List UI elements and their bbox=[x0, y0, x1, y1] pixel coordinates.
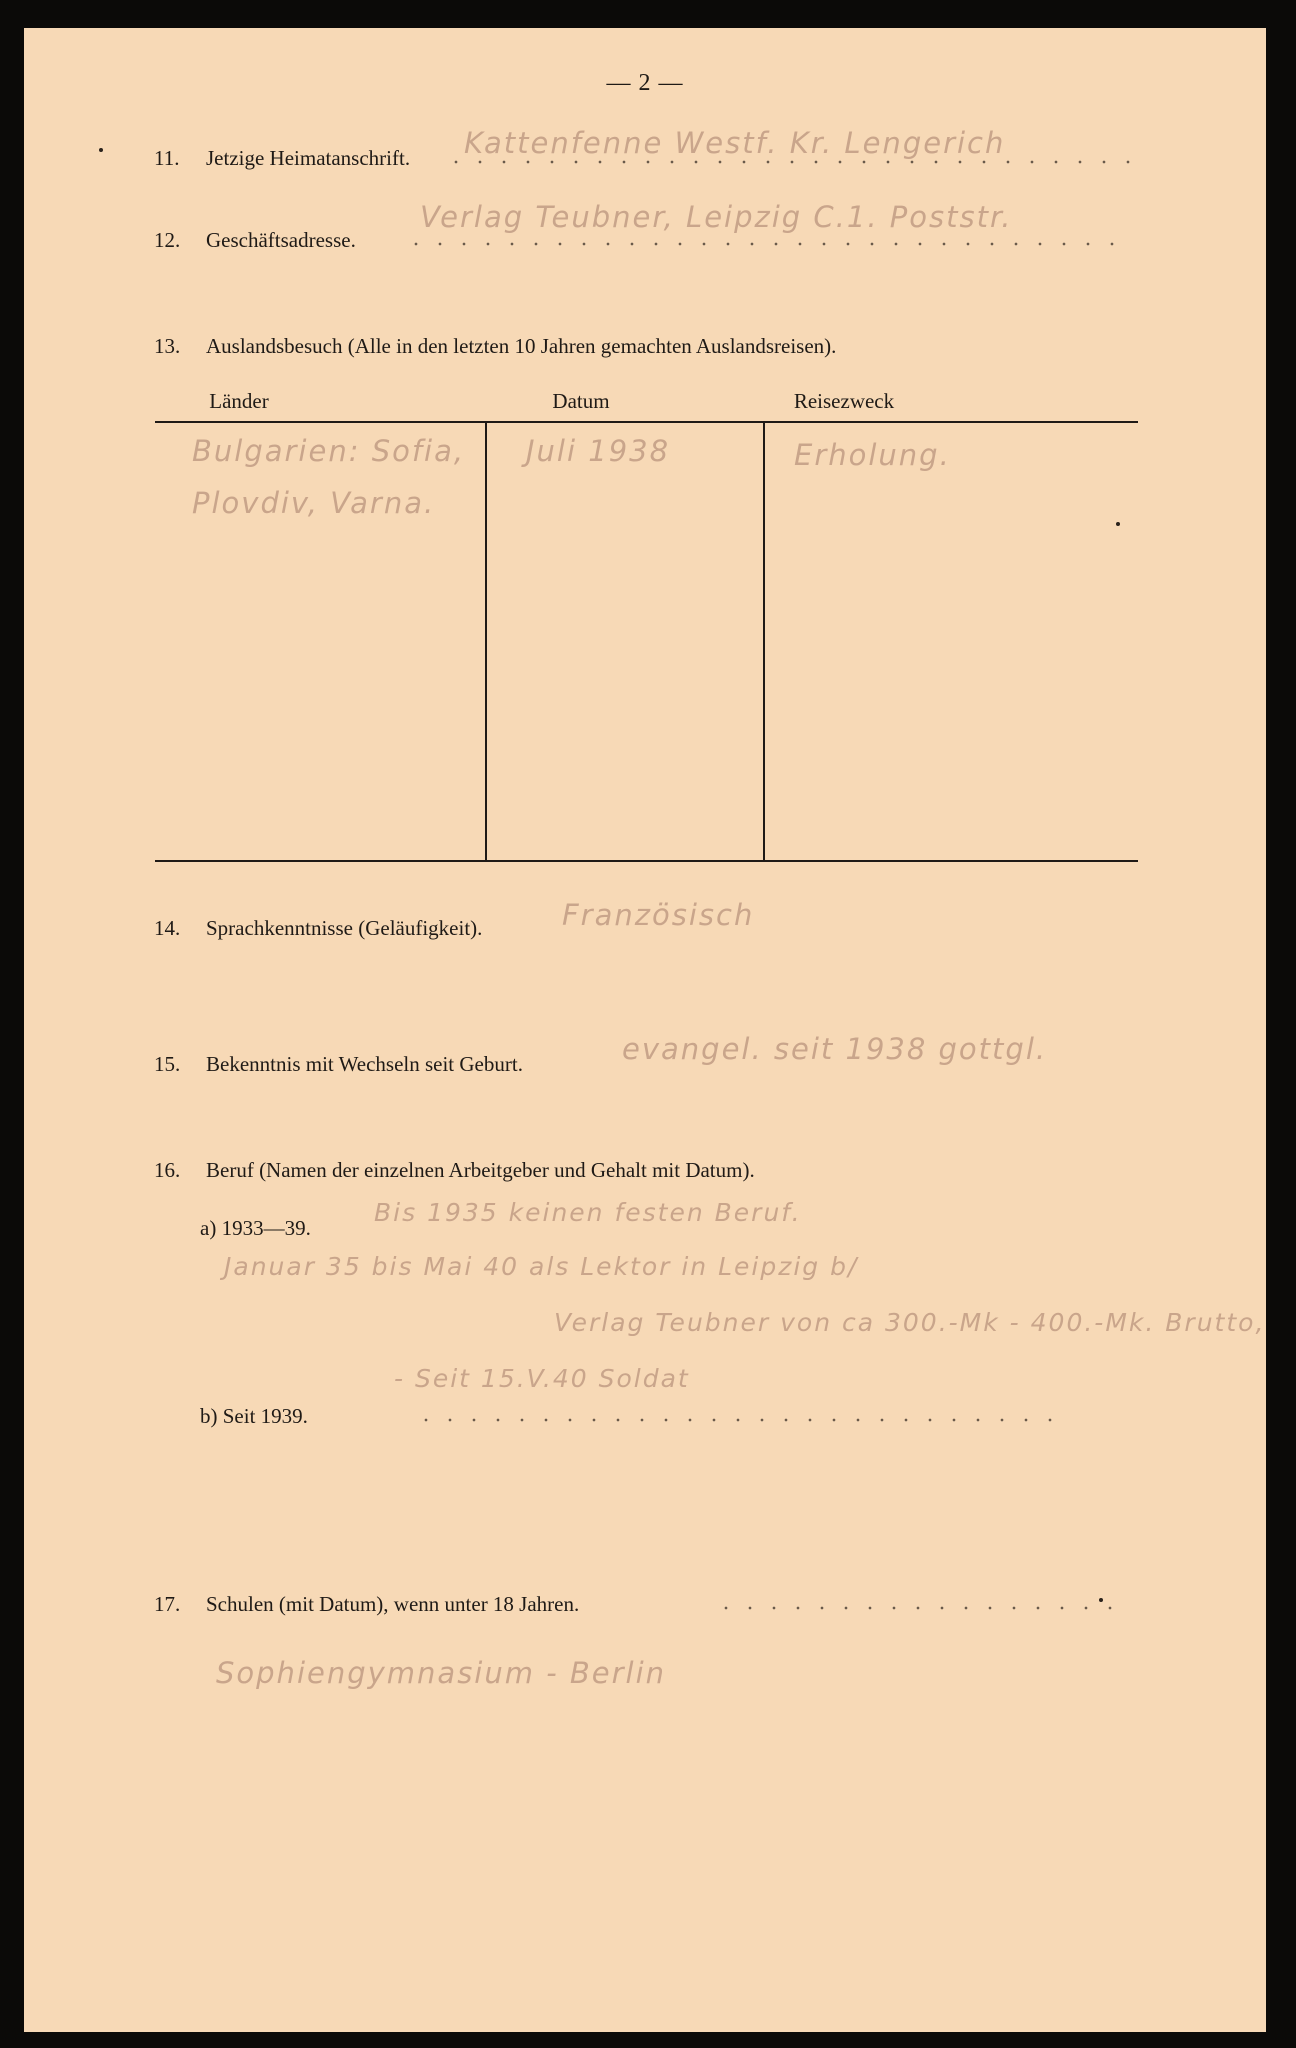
handwritten-answer-14: Französisch bbox=[562, 898, 755, 932]
paper-speck bbox=[99, 148, 103, 152]
page-number: — 2 — bbox=[606, 70, 684, 96]
question-label: Sprachkenntnisse (Geläufigkeit). bbox=[206, 916, 483, 940]
handwritten-answer-11: Kattenfenne Westf. Kr. Lengerich bbox=[464, 126, 1006, 160]
question-13 bbox=[154, 334, 836, 359]
question-15 bbox=[154, 1052, 523, 1077]
handwritten-answer-15: evangel. seit 1938 gottgl. bbox=[622, 1032, 1048, 1066]
handwritten-answer-16a-line-2: Januar 35 bis Mai 40 als Lektor in Leipzig b/ bbox=[224, 1252, 859, 1281]
question-12 bbox=[154, 228, 356, 253]
handwritten-datum: Juli 1938 bbox=[526, 434, 671, 468]
handwritten-answer-12: Verlag Teubner, Leipzig C.1. Poststr. bbox=[420, 200, 1013, 234]
question-label: Beruf (Namen der einzelnen Arbeitgeber und Gehalt mit Datum). bbox=[206, 1158, 755, 1182]
question-number: 16. bbox=[154, 1158, 181, 1182]
question-16 bbox=[154, 1158, 755, 1183]
paper-speck bbox=[1099, 1598, 1103, 1602]
handwritten-reisezweck: Erholung. bbox=[794, 438, 951, 472]
table-top-rule bbox=[155, 421, 1138, 423]
question-number: 14. bbox=[154, 916, 181, 940]
paper-speck bbox=[1116, 522, 1120, 526]
question-label: Geschäftsadresse. bbox=[206, 228, 356, 252]
question-number: 13. bbox=[154, 334, 181, 358]
question-number: 15. bbox=[154, 1052, 181, 1076]
answer-dotted-line bbox=[714, 1606, 1114, 1610]
answer-dotted-line bbox=[444, 160, 1134, 164]
handwritten-answer-16a-line-1: Bis 1935 keinen festen Beruf. bbox=[374, 1198, 802, 1227]
question-11 bbox=[154, 146, 410, 171]
question-16a-label: a) 1933—39. bbox=[200, 1216, 311, 1240]
question-label: Bekenntnis mit Wechseln seit Geburt. bbox=[206, 1052, 523, 1076]
question-14 bbox=[154, 916, 482, 941]
question-16b-label: b) Seit 1939. bbox=[200, 1404, 308, 1428]
question-number: 12. bbox=[154, 228, 181, 252]
question-label: Jetzige Heimatanschrift. bbox=[206, 146, 411, 170]
question-number: 17. bbox=[154, 1592, 181, 1616]
column-header-laender: Länder bbox=[209, 389, 269, 413]
question-label: Auslandsbesuch (Alle in den letzten 10 Jahren gemachten Auslandsreisen). bbox=[206, 334, 837, 358]
answer-dotted-line bbox=[414, 1418, 1064, 1422]
column-header-datum: Datum bbox=[552, 389, 610, 413]
handwritten-answer-17: Sophiengymnasium - Berlin bbox=[216, 1656, 667, 1690]
handwritten-laender-line-2: Plovdiv, Varna. bbox=[192, 486, 436, 520]
question-label: Schulen (mit Datum), wenn unter 18 Jahren. bbox=[206, 1592, 580, 1616]
answer-dotted-line bbox=[404, 242, 1134, 246]
table-column-divider bbox=[763, 423, 765, 861]
column-header-reisezweck: Reisezweck bbox=[793, 389, 895, 413]
question-number: 11. bbox=[154, 146, 180, 170]
table-column-divider bbox=[485, 423, 487, 861]
form-page bbox=[24, 28, 1266, 2032]
handwritten-answer-16a-line-4: - Seit 15.V.40 Soldat bbox=[394, 1364, 690, 1393]
handwritten-laender-line-1: Bulgarien: Sofia, bbox=[192, 434, 466, 468]
question-17 bbox=[154, 1592, 579, 1617]
handwritten-answer-16a-line-3: Verlag Teubner von ca 300.-Mk - 400.-Mk. Brutto, bbox=[554, 1308, 1266, 1337]
table-bottom-rule bbox=[155, 860, 1138, 862]
